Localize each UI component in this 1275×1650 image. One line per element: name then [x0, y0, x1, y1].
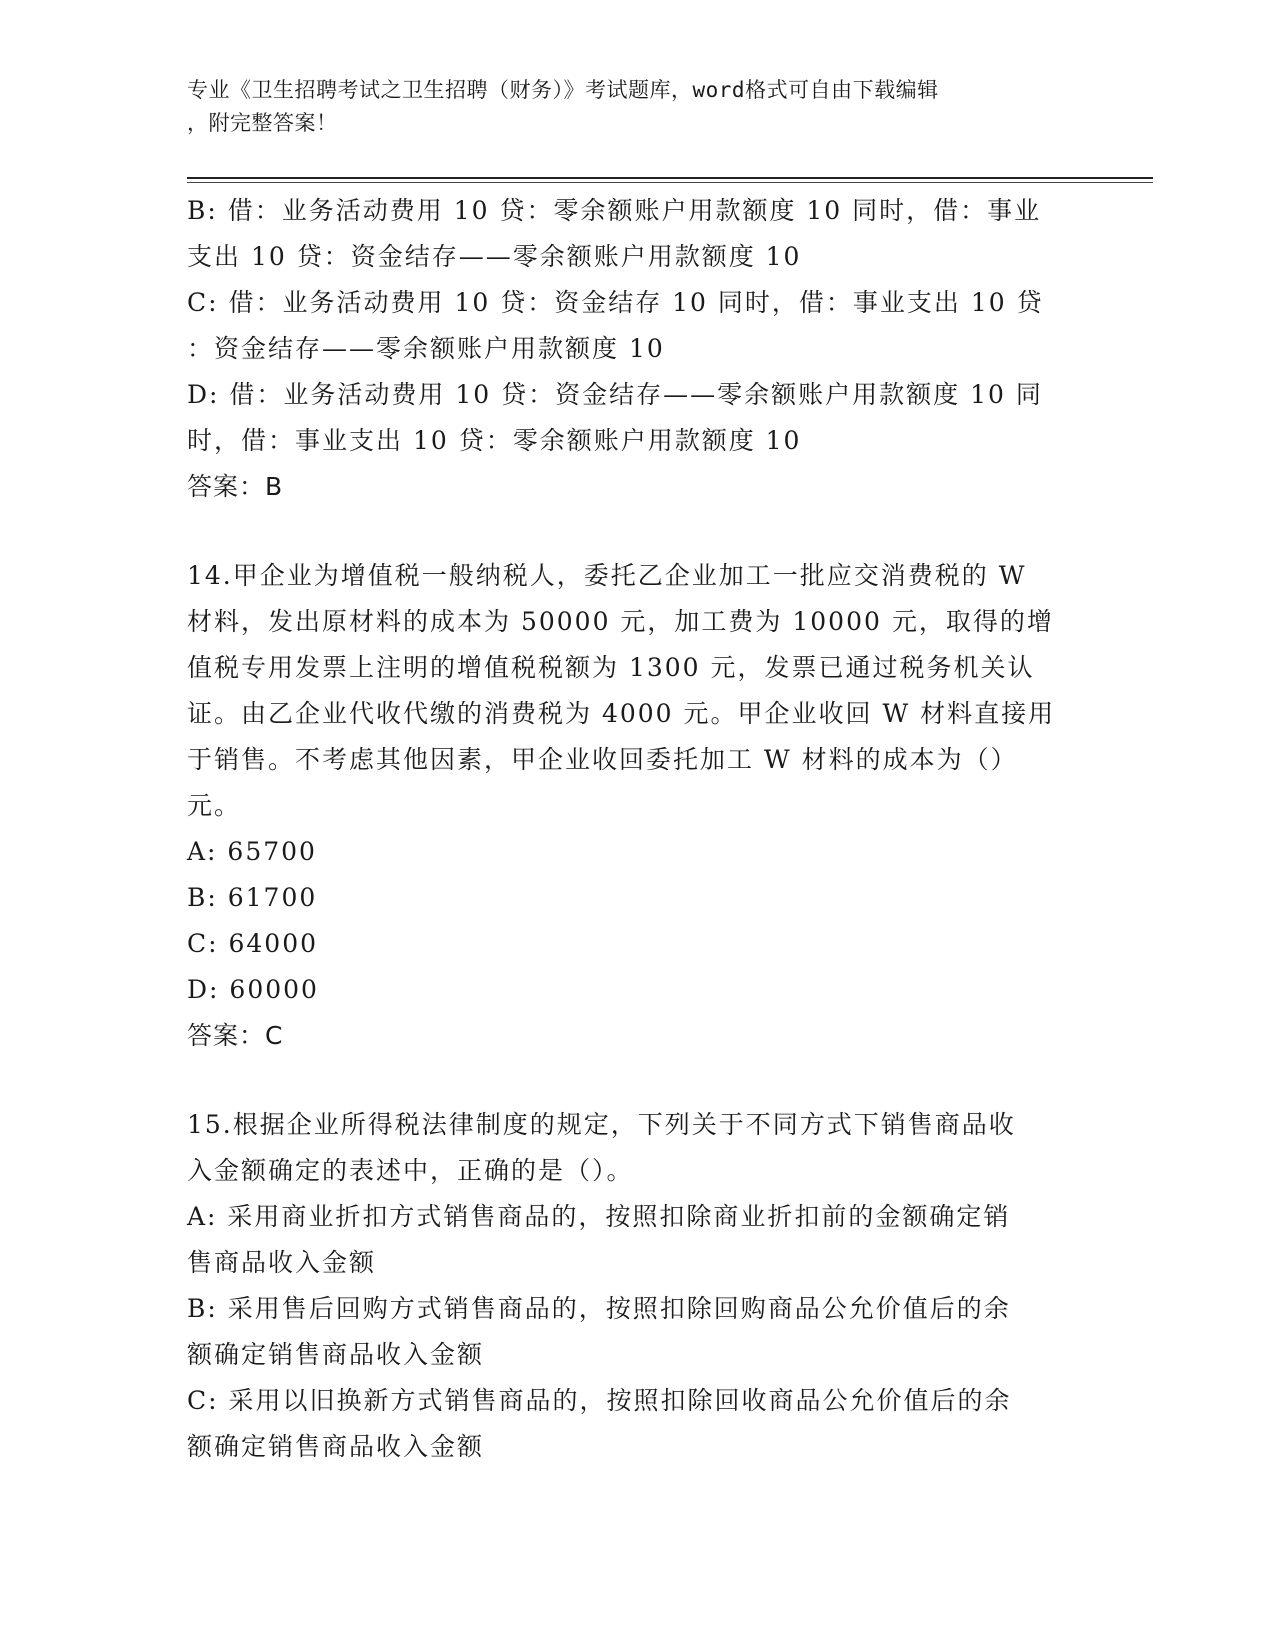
option-line: B: 采用售后回购方式销售商品的，按照扣除回购商品公允价值后的余	[187, 1294, 1011, 1323]
option-c	[187, 1378, 1087, 1470]
option-d: D: 60000	[187, 975, 319, 1004]
question-stem	[187, 553, 1087, 829]
option-b	[187, 188, 1087, 280]
option-d	[187, 372, 1087, 464]
stem-line: 于销售。不考虑其他因素，甲企业收回委托加工 W 材料的成本为（）	[187, 745, 1018, 774]
option-c: C: 64000	[187, 929, 319, 958]
option-line: C: 借：业务活动费用 10 贷：资金结存 10 同时，借：事业支出 10 贷	[187, 288, 1044, 317]
stem-line: 15.根据企业所得税法律制度的规定，下列关于不同方式下销售商品收	[187, 1110, 1016, 1139]
option-a	[187, 1194, 1087, 1286]
answer-line: 答案：C	[187, 1021, 284, 1050]
spacer	[187, 510, 1087, 553]
question-15	[187, 1102, 1087, 1470]
header-line-2: ，附完整答案！	[187, 111, 338, 135]
spacer	[187, 1059, 1087, 1102]
option-line: 支出 10 贷：资金结存——零余额账户用款额度 10	[187, 242, 802, 271]
option-c	[187, 280, 1087, 372]
stem-line: 值税专用发票上注明的增值税税额为 1300 元，发票已通过税务机关认	[187, 653, 1035, 682]
option-line: 时，借：事业支出 10 贷：零余额账户用款额度 10	[187, 426, 802, 455]
option-b	[187, 1286, 1087, 1378]
option-line: 额确定销售商品收入金额	[187, 1432, 485, 1461]
stem-line: 元。	[187, 791, 242, 820]
header-divider-thin	[187, 182, 1153, 183]
option-line: 额确定销售商品收入金额	[187, 1340, 485, 1369]
stem-line: 证。由乙企业代收代缴的消费税为 4000 元。甲企业收回 W 材料直接用	[187, 699, 1056, 728]
option-b: B: 61700	[187, 883, 318, 912]
page-header	[187, 74, 1087, 140]
question-13	[187, 188, 1087, 510]
option-a: A: 65700	[187, 837, 317, 866]
stem-line: 材料，发出原材料的成本为 50000 元，加工费为 10000 元，取得的增	[187, 607, 1054, 636]
header-divider-thick	[187, 177, 1153, 179]
question-14	[187, 553, 1087, 1059]
question-stem	[187, 1102, 1087, 1194]
stem-line: 入金额确定的表述中，正确的是（）。	[187, 1156, 634, 1185]
question-content	[187, 188, 1087, 1470]
option-line: ：资金结存——零余额账户用款额度 10	[187, 334, 665, 363]
option-line: B: 借：业务活动费用 10 贷：零余额账户用款额度 10 同时，借：事业	[187, 196, 1042, 225]
option-line: A: 采用商业折扣方式销售商品的，按照扣除商业折扣前的金额确定销	[187, 1202, 1011, 1231]
answer-line: 答案：B	[187, 472, 284, 501]
option-line: D: 借：业务活动费用 10 贷：资金结存——零余额账户用款额度 10 同	[187, 380, 1043, 409]
header-line-1: 专业《卫生招聘考试之卫生招聘（财务）》考试题库，word格式可自由下载编辑	[187, 78, 939, 102]
option-line: C: 采用以旧换新方式销售商品的，按照扣除回收商品公允价值后的余	[187, 1386, 1012, 1415]
stem-line: 14.甲企业为增值税一般纳税人，委托乙企业加工一批应交消费税的 W	[187, 561, 1027, 590]
option-line: 售商品收入金额	[187, 1248, 377, 1277]
